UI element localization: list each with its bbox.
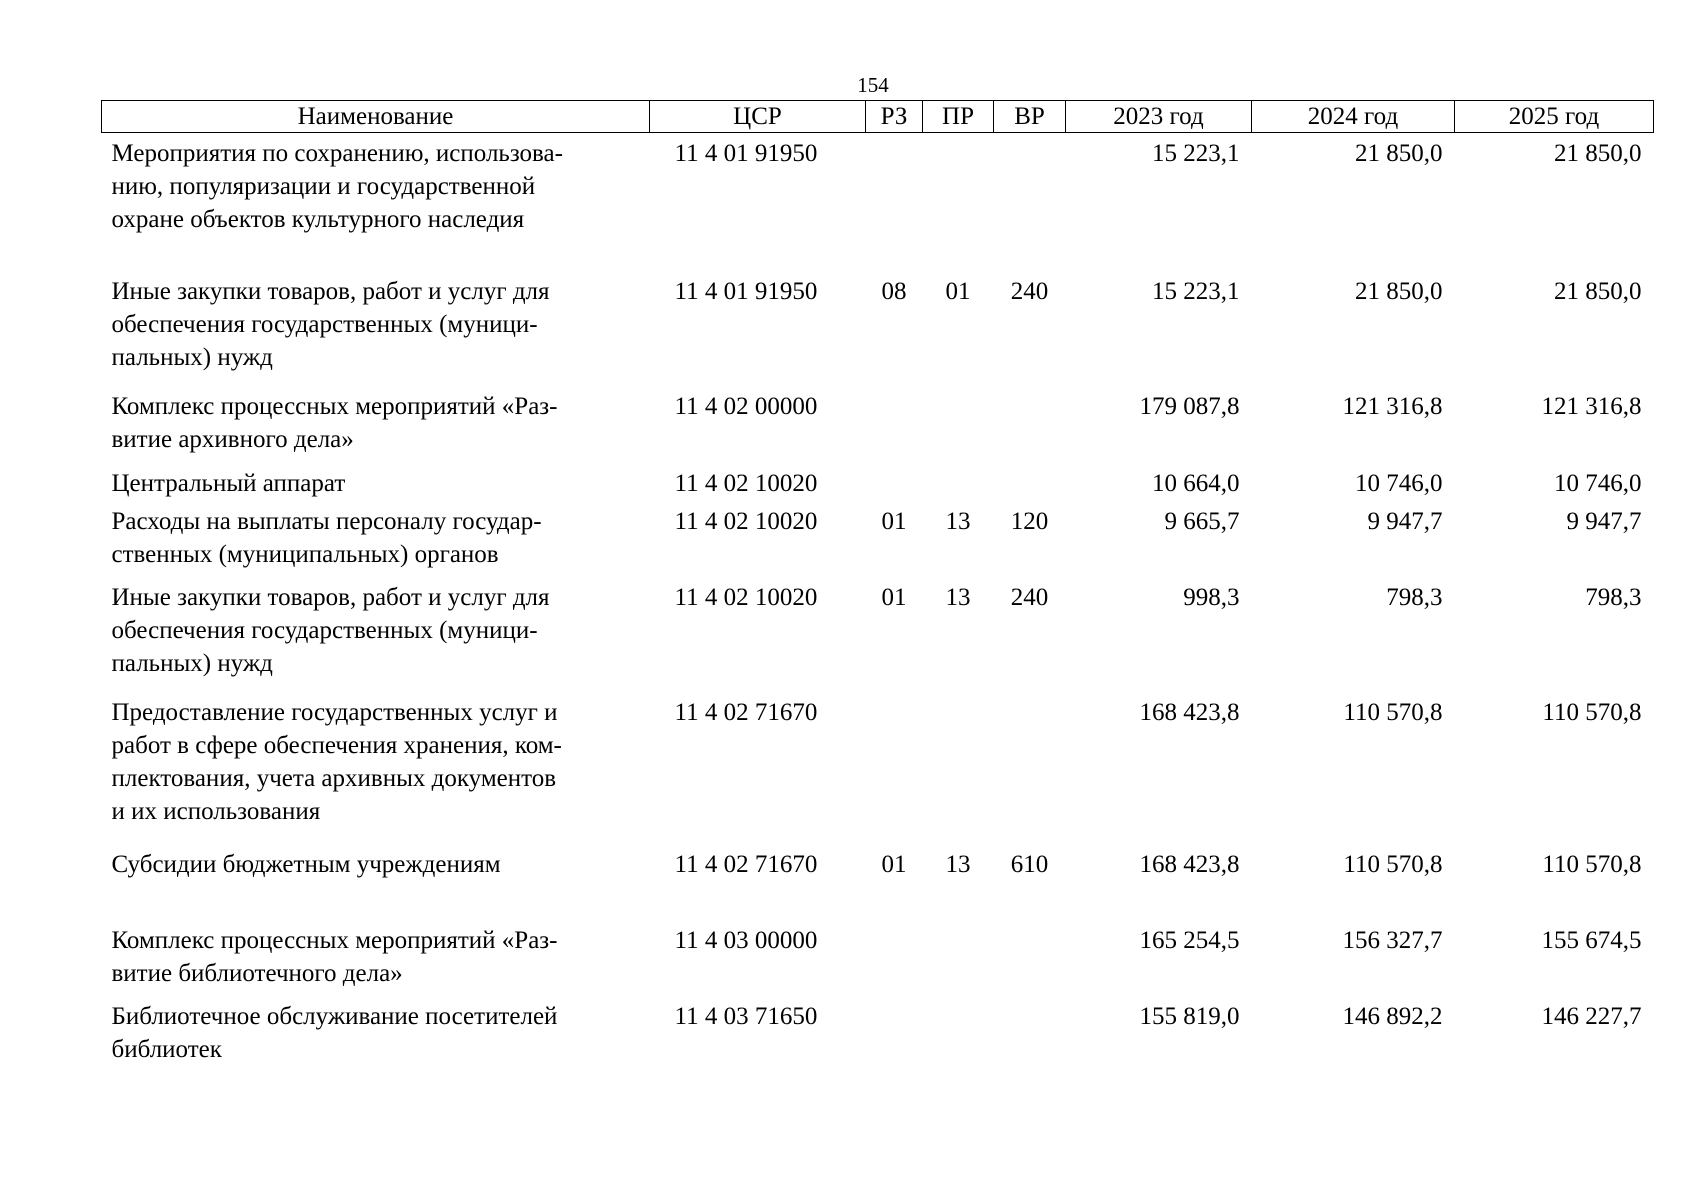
row-name-line: Предоставление государственных услуг и	[111, 698, 558, 726]
row-2025: 110 570,8	[1542, 698, 1642, 726]
row-csr: 11 4 02 00000	[674, 392, 818, 420]
row-pr: 13	[945, 507, 971, 535]
row-name-line: нию, популяризации и государственной	[111, 173, 536, 200]
row-2024: 110 570,8	[1343, 698, 1443, 726]
row-name-line: Комплекс процессных мероприятий «Раз-	[111, 926, 558, 954]
row-rz	[866, 924, 923, 1000]
row-2023: 9 665,7	[1164, 507, 1240, 535]
row-2024: 21 850,0	[1355, 140, 1443, 167]
row-2025: 121 316,8	[1541, 392, 1642, 420]
row-2023: 168 423,8	[1139, 698, 1240, 726]
row-2023: 15 223,1	[1152, 277, 1240, 305]
table-row	[102, 1000, 1654, 1076]
row-name	[102, 133, 650, 275]
table-row	[102, 275, 1654, 390]
row-2025: 9 947,7	[1566, 507, 1642, 535]
table-row	[102, 133, 1654, 275]
row-2023: 168 423,8	[1139, 850, 1240, 878]
row-rz: 01	[881, 507, 907, 535]
row-name-line: Расходы на выплаты персоналу государ-	[111, 507, 542, 535]
row-2025: 21 850,0	[1554, 277, 1642, 305]
row-2023: 165 254,5	[1139, 926, 1240, 954]
table-body	[102, 133, 1654, 1076]
row-pr	[923, 696, 994, 848]
row-vr	[994, 390, 1066, 467]
row-name-line: обеспечения государственных (муници-	[111, 616, 538, 644]
row-rz	[866, 1000, 923, 1076]
header-2024: 2024 год	[1252, 101, 1455, 133]
header-name: Наименование	[102, 101, 650, 133]
row-rz	[866, 696, 923, 848]
row-rz: 01	[881, 583, 907, 611]
row-csr: 11 4 03 00000	[674, 926, 818, 954]
row-2023: 179 087,8	[1139, 392, 1240, 420]
row-name-line: Комплекс процессных мероприятий «Раз-	[111, 392, 558, 420]
row-2023: 10 664,0	[1152, 469, 1240, 497]
row-2024: 121 316,8	[1342, 392, 1443, 420]
row-name-line: пальных) нужд	[111, 649, 273, 677]
row-rz	[866, 133, 923, 275]
row-pr	[923, 390, 994, 467]
row-vr: 120	[1010, 507, 1049, 535]
header-vr: ВР	[994, 101, 1066, 133]
row-pr	[923, 1000, 994, 1076]
table-row	[102, 924, 1654, 1000]
row-rz: 01	[881, 850, 907, 878]
row-vr	[994, 467, 1066, 505]
row-name-line: витие библиотечного дела»	[111, 959, 403, 987]
row-pr: 01	[945, 277, 971, 305]
row-2024: 10 746,0	[1355, 469, 1443, 497]
table-row	[102, 467, 1654, 505]
row-vr	[994, 696, 1066, 848]
row-name	[102, 581, 650, 696]
row-2025: 110 570,8	[1542, 850, 1642, 878]
row-name-line: Библиотечное обслуживание посетителей	[111, 1002, 558, 1030]
row-name	[102, 505, 650, 581]
row-pr	[923, 133, 994, 275]
row-2023: 998,3	[1183, 583, 1240, 611]
row-name-line: Иные закупки товаров, работ и услуг для	[111, 583, 550, 611]
row-name-line: пальных) нужд	[111, 343, 273, 371]
row-name-line: Мероприятия по сохранению, использова-	[111, 140, 563, 167]
row-name-line: Иные закупки товаров, работ и услуг для	[111, 277, 550, 305]
table-header	[102, 101, 1654, 133]
row-csr: 11 4 03 71650	[674, 1002, 818, 1030]
row-name-line: работ в сфере обеспечения хранения, ком-	[111, 731, 562, 759]
row-2025: 10 746,0	[1554, 469, 1642, 497]
row-name-line: библиотек	[111, 1035, 222, 1063]
row-vr	[994, 1000, 1066, 1076]
row-name	[102, 275, 650, 390]
header-2025: 2025 год	[1455, 101, 1654, 133]
row-name-line: и их использования	[111, 797, 321, 825]
row-2023: 155 819,0	[1139, 1002, 1240, 1030]
budget-table	[101, 100, 1654, 1076]
row-2024: 156 327,7	[1342, 926, 1443, 954]
row-pr	[923, 467, 994, 505]
header-row	[102, 101, 1654, 133]
row-name	[102, 390, 650, 467]
row-2025: 155 674,5	[1541, 926, 1642, 954]
row-pr	[923, 924, 994, 1000]
row-csr: 11 4 02 71670	[674, 850, 818, 878]
row-2025: 798,3	[1585, 583, 1642, 611]
page-number: 154	[857, 73, 889, 97]
table-row	[102, 390, 1654, 467]
table-row	[102, 848, 1654, 924]
row-name-line: Субсидии бюджетным учреждениям	[111, 850, 501, 878]
row-name-line: витие архивного дела»	[111, 425, 354, 453]
row-rz	[866, 390, 923, 467]
table-row	[102, 505, 1654, 581]
row-pr: 13	[945, 583, 971, 611]
row-vr	[994, 133, 1066, 275]
header-rz: РЗ	[866, 101, 923, 133]
row-csr: 11 4 02 10020	[674, 469, 818, 497]
row-vr: 610	[1010, 850, 1049, 878]
row-2024: 146 892,2	[1342, 1002, 1443, 1030]
row-csr: 11 4 02 71670	[674, 698, 818, 726]
header-2023: 2023 год	[1066, 101, 1252, 133]
row-name-line: плектования, учета архивных документов	[111, 764, 557, 792]
row-pr: 13	[945, 850, 971, 878]
row-name	[102, 696, 650, 848]
row-2025: 146 227,7	[1541, 1002, 1642, 1030]
row-rz: 08	[881, 277, 907, 305]
row-name-line: Центральный аппарат	[111, 469, 346, 497]
row-2024: 110 570,8	[1343, 850, 1443, 878]
row-csr: 11 4 02 10020	[674, 507, 818, 535]
row-name	[102, 1000, 650, 1076]
row-2025: 21 850,0	[1554, 140, 1642, 167]
row-csr: 11 4 01 91950	[674, 277, 818, 305]
header-csr: ЦСР	[650, 101, 866, 133]
row-2024: 9 947,7	[1367, 507, 1443, 535]
row-name-line: охране объектов культурного наследия	[111, 206, 525, 233]
row-2024: 798,3	[1386, 583, 1443, 611]
row-name	[102, 467, 650, 505]
row-vr: 240	[1010, 277, 1049, 305]
row-2024: 21 850,0	[1355, 277, 1443, 305]
row-name-line: ственных (муниципальных) органов	[111, 540, 499, 568]
row-vr	[994, 924, 1066, 1000]
row-name	[102, 848, 650, 924]
row-rz	[866, 467, 923, 505]
row-2023: 15 223,1	[1152, 140, 1240, 167]
table-row	[102, 696, 1654, 848]
row-csr: 11 4 01 91950	[674, 140, 818, 167]
row-name	[102, 924, 650, 1000]
header-pr: ПР	[923, 101, 994, 133]
row-vr: 240	[1010, 583, 1049, 611]
table-row	[102, 581, 1654, 696]
row-csr: 11 4 02 10020	[674, 583, 818, 611]
row-name-line: обеспечения государственных (муници-	[111, 310, 538, 338]
